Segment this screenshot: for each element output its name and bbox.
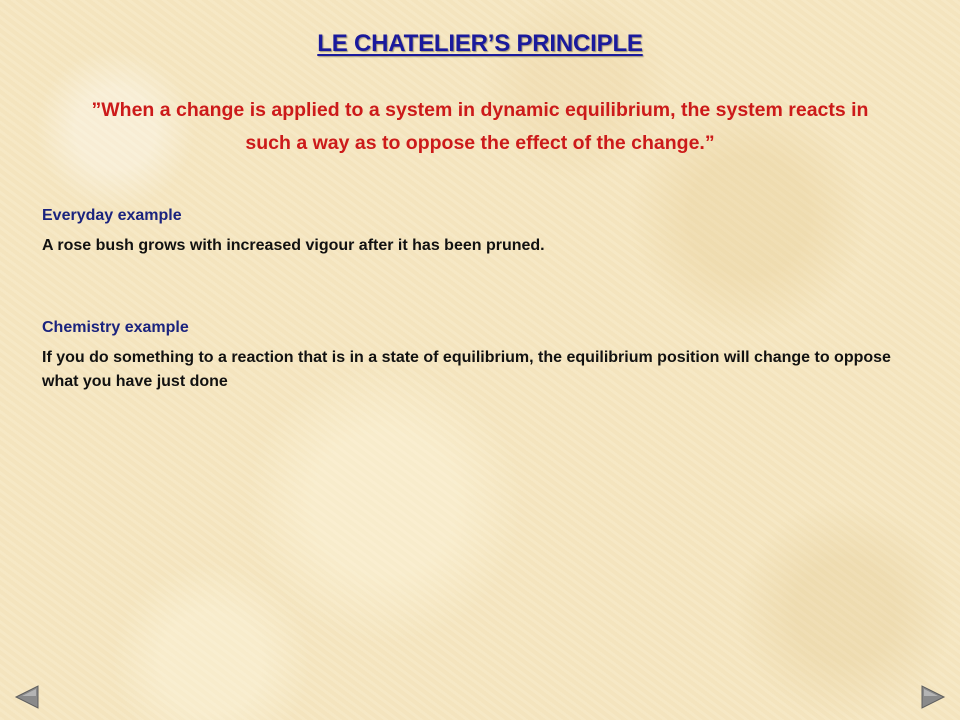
slide-title: LE CHATELIER’S PRINCIPLE <box>317 30 643 57</box>
everyday-example-heading: Everyday example <box>42 207 182 224</box>
triangle-left-icon <box>14 684 40 710</box>
next-slide-button[interactable] <box>920 684 946 710</box>
chemistry-example-text: If you do something to a reaction that is in a state of equilibrium, the equilibrium position will change to oppose what you have just done <box>42 349 891 390</box>
triangle-right-icon <box>920 684 946 710</box>
principle-quote: ”When a change is applied to a system in dynamic equilibrium, the system reacts in such a way as to oppose the effect of the change.” <box>91 99 869 154</box>
previous-slide-button[interactable] <box>14 684 40 710</box>
everyday-example-text: A rose bush grows with increased vigour after it has been pruned. <box>42 237 545 254</box>
chemistry-example-heading: Chemistry example <box>42 319 189 336</box>
